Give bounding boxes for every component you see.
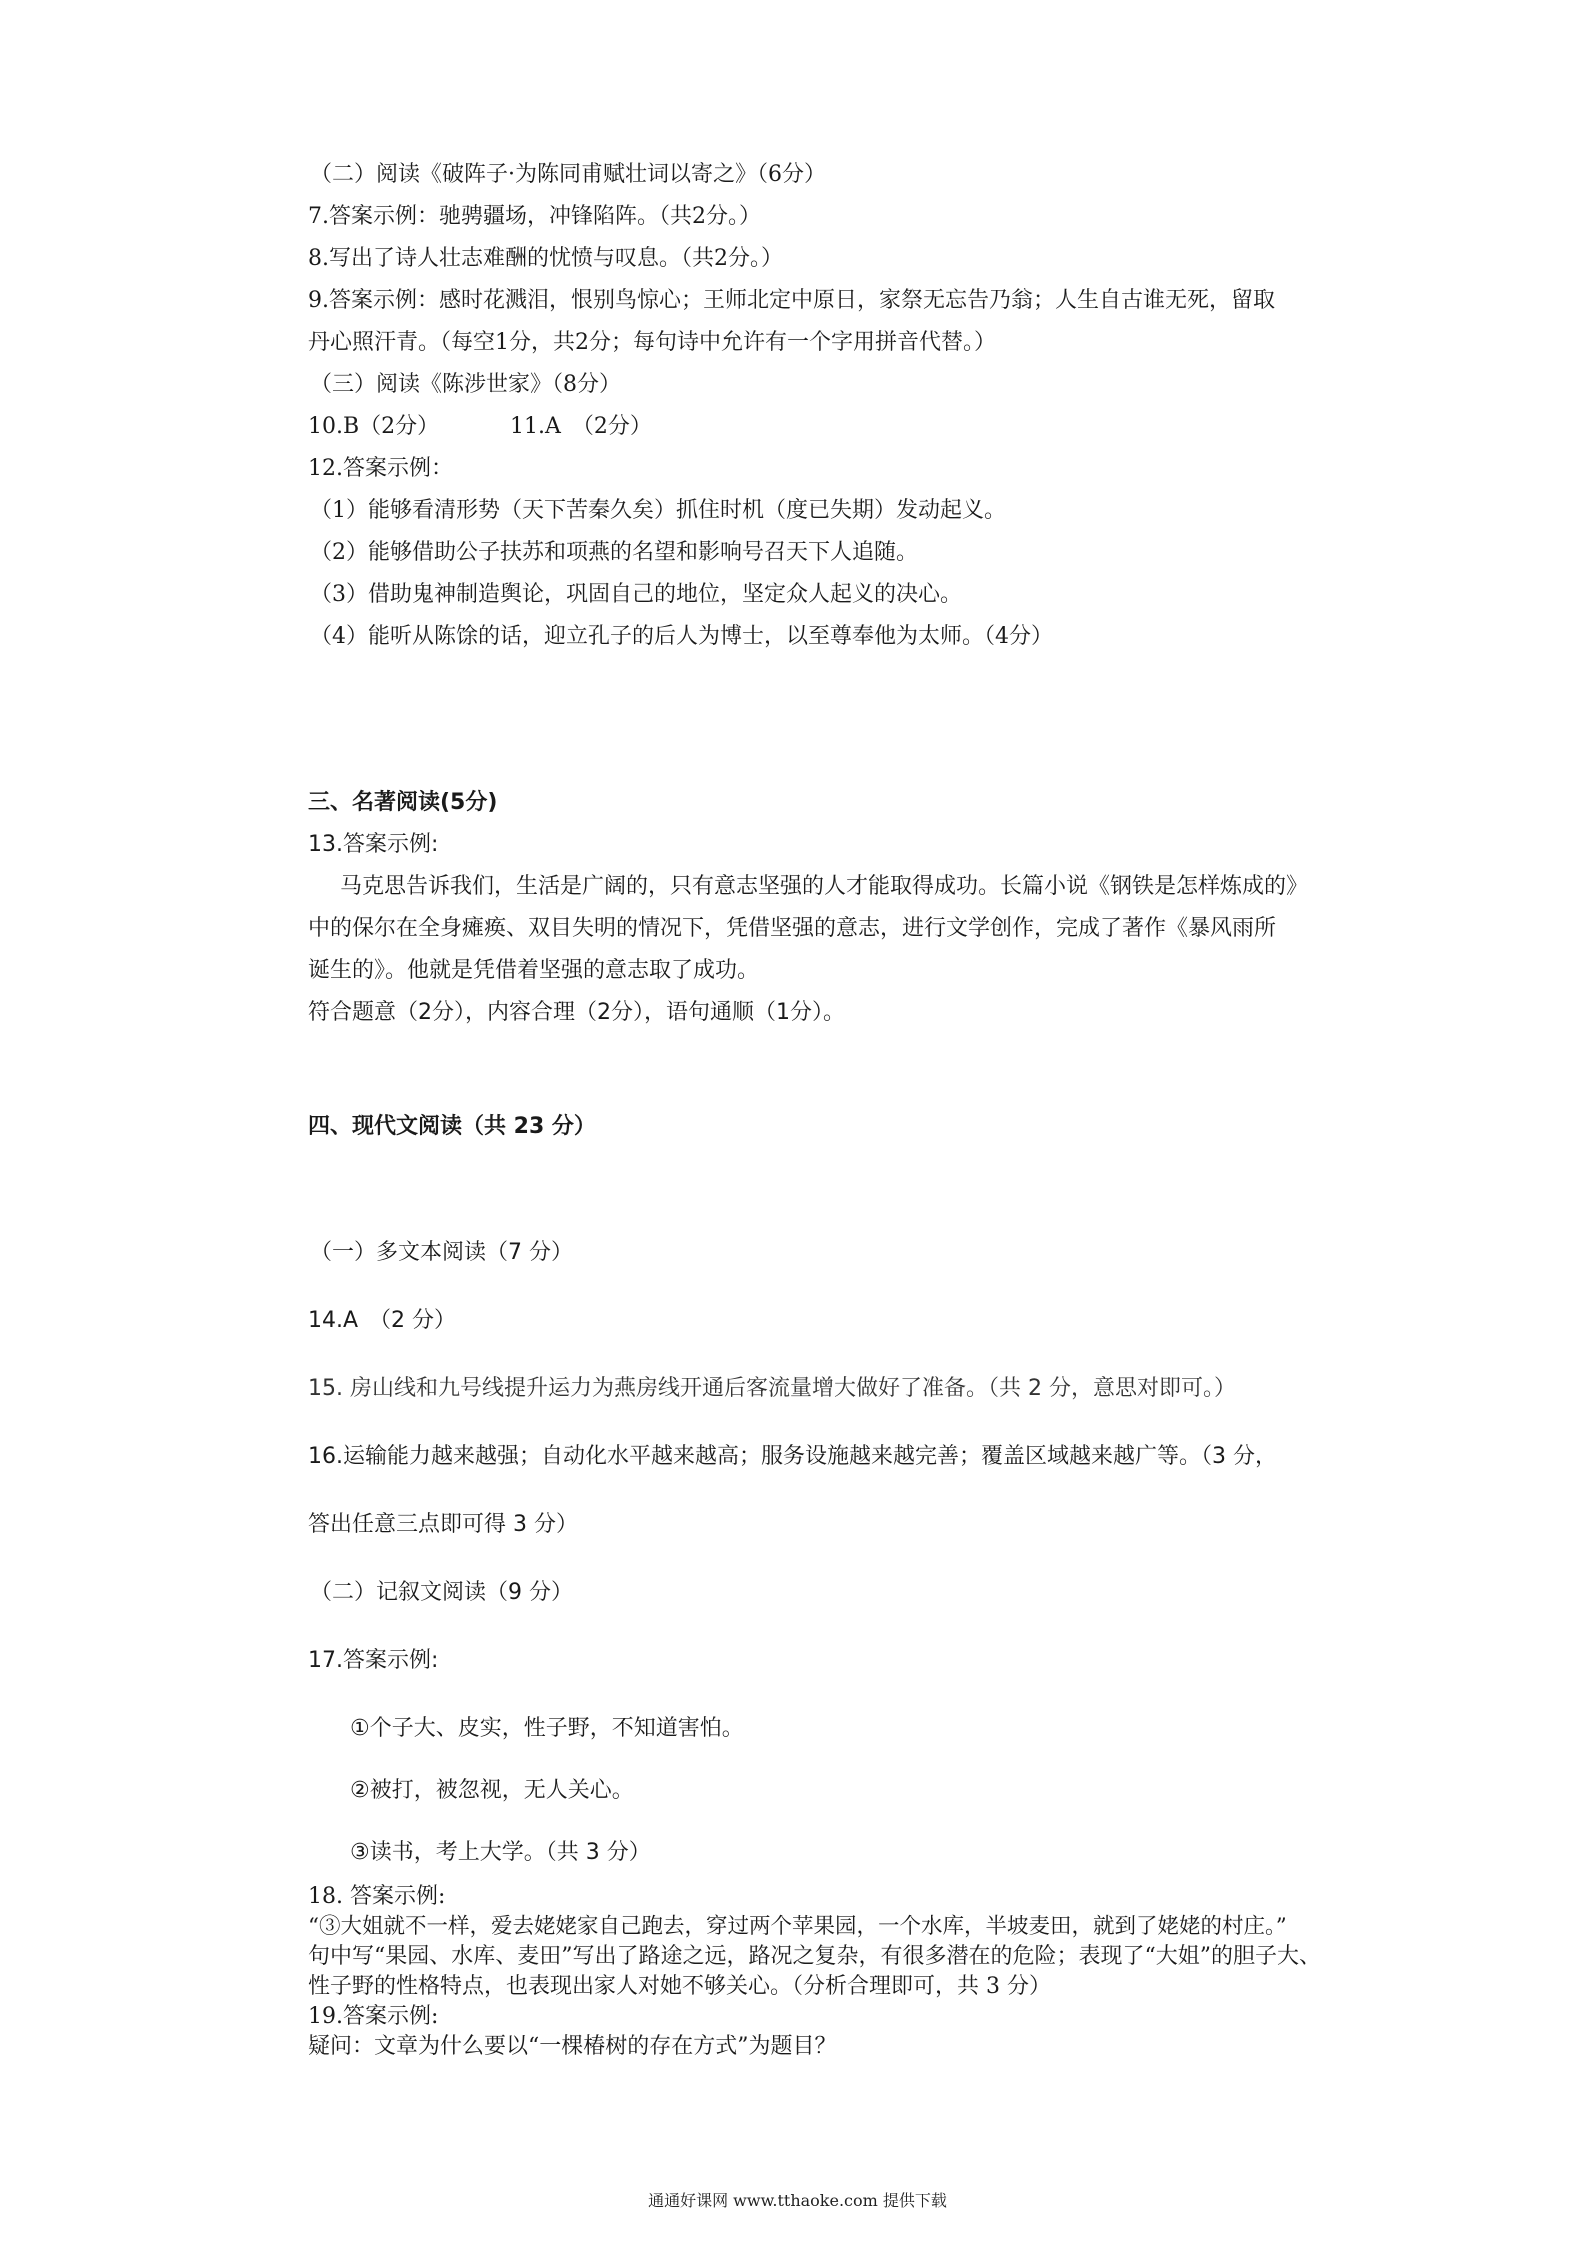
answer-q13-head: 13.答案示例:: [308, 832, 439, 857]
answer-q12-head: 12.答案示例：: [308, 456, 453, 481]
answer-q7: 7.答案示例：驰骋疆场，冲锋陷阵。（共2分。）: [308, 204, 761, 229]
section-title-chenshe: （三）阅读《陈涉世家》（8分）: [310, 372, 621, 397]
answer-q16-line1: 16.运输能力越来越强；自动化水平越来越高；服务设施越来越完善；覆盖区域越来越广等。（3 分，: [308, 1444, 1277, 1469]
answer-q13-line: 中的保尔在全身瘫痪、双目失明的情况下，凭借坚强的意志，进行文学创作，完成了著作《暴风雨所: [308, 916, 1277, 941]
answer-q17-head: 17.答案示例:: [308, 1648, 439, 1673]
answer-q17-item: ②被打，被忽视，无人关心。: [350, 1778, 634, 1803]
answer-q12-item: （4）能听从陈馀的话，迎立孔子的后人为博士，以至尊奉他为太师。（4分）: [310, 624, 1053, 649]
answer-q12-item: （3）借助鬼神制造舆论，巩固自己的地位，坚定众人起义的决心。: [310, 582, 962, 607]
answer-q9-line2: 丹心照汗青。（每空1分，共2分；每句诗中允许有一个字用拼音代替。）: [308, 330, 996, 355]
answer-q17-item: ③读书，考上大学。（共 3 分）: [350, 1840, 651, 1865]
page-footer: 通通好课网 www.tthaoke.com 提供下载: [648, 2191, 947, 2210]
answer-q18-line: 句中写“果园、水库、麦田”写出了路途之远，路况之复杂，有很多潜在的危险；表现了“大姐”的胆子大、: [308, 1944, 1321, 1969]
answer-q12-item: （2）能够借助公子扶苏和项燕的名望和影响号召天下人追随。: [310, 540, 918, 565]
answer-q8: 8.写出了诗人壮志难酬的忧愤与叹息。（共2分。）: [308, 246, 783, 271]
section-heading-modern: 四、现代文阅读（共 23 分）: [308, 1114, 596, 1139]
answer-q13-line: 马克思告诉我们，生活是广阔的，只有意志坚强的人才能取得成功。长篇小说《钢铁是怎样炼成的》: [340, 874, 1309, 899]
answer-q14: 14.A （2 分）: [308, 1308, 457, 1333]
subsection-title-multitext: （一）多文本阅读（7 分）: [310, 1240, 573, 1265]
section-heading-classics: 三、名著阅读(5分): [308, 790, 498, 815]
answer-q11: 11.A （2分）: [510, 414, 652, 439]
answer-q19-head: 19.答案示例:: [308, 2004, 439, 2029]
section-title-poem: （二）阅读《破阵子·为陈同甫赋壮词以寄之》（6分）: [310, 162, 826, 187]
answer-q13-score: 符合题意（2分），内容合理（2分），语句通顺（1分）。: [308, 1000, 845, 1025]
answer-q16-line2: 答出任意三点即可得 3 分）: [308, 1512, 578, 1537]
answer-q17-item: ①个子大、皮实，性子野，不知道害怕。: [350, 1716, 744, 1741]
answer-q12-item: （1）能够看清形势（天下苦秦久矣）抓住时机（度已失期）发动起义。: [310, 498, 1006, 523]
answer-q18-head: 18. 答案示例:: [308, 1884, 446, 1909]
answer-q18-line: “③大姐就不一样，爱去姥姥家自己跑去，穿过两个苹果园，一个水库，半坡麦田，就到了姥姥的村庄。”: [308, 1914, 1287, 1939]
answer-q19-line: 疑问：文章为什么要以“一棵椿树的存在方式”为题目？: [308, 2034, 837, 2059]
answer-q15: 15. 房山线和九号线提升运力为燕房线开通后客流量增大做好了准备。（共 2 分，意思对即可。）: [308, 1376, 1236, 1401]
answer-q9-line1: 9.答案示例：感时花溅泪，恨别鸟惊心；王师北定中原日，家祭无忘告乃翁；人生自古谁无死，留取: [308, 288, 1275, 313]
answer-q18-line: 性子野的性格特点，也表现出家人对她不够关心。（分析合理即可，共 3 分）: [308, 1974, 1051, 1999]
answer-q10: 10.B（2分）: [308, 414, 440, 439]
subsection-title-narrative: （二）记叙文阅读（9 分）: [310, 1580, 573, 1605]
answer-q13-line: 诞生的》。他就是凭借着坚强的意志取了成功。: [308, 958, 760, 983]
